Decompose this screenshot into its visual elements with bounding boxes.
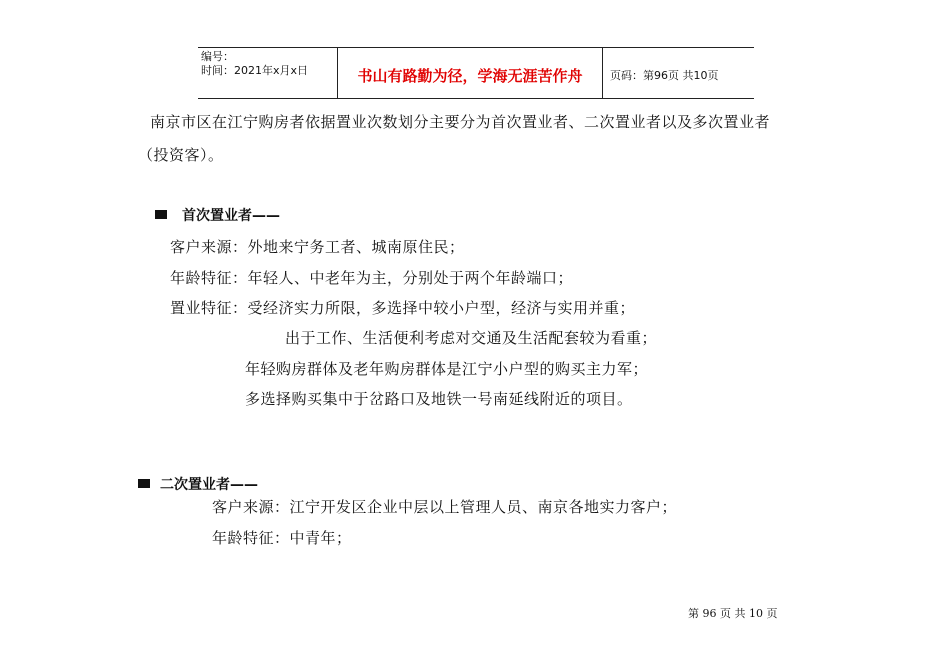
footer-page-number: 第 96 页 共 10 页: [688, 607, 778, 620]
header-number-label: 编号：: [201, 50, 234, 63]
intro-line-1: 南京市区在江宁购房者依据置业次数划分主要分为首次置业者、二次置业者以及多次置业者: [150, 113, 771, 131]
section1-line: 出于工作、生活便利考虑对交通及生活配套较为看重；: [285, 329, 658, 347]
section1-line: 多选择购买集中于岔路口及地铁一号南延线附近的项目。: [245, 390, 633, 408]
header-motto: 书山有路勤为径，学海无涯苦作舟: [337, 48, 603, 98]
section2-line: 年龄特征：中青年；: [212, 529, 352, 547]
square-bullet-icon: [138, 479, 150, 488]
section2-title-text: 二次置业者——: [160, 477, 258, 493]
section1-line: 年轻购房群体及老年购房群体是江宁小户型的购买主力军；: [245, 360, 649, 378]
square-bullet-icon: [155, 210, 167, 219]
section1-title: [155, 205, 280, 225]
section1-line: 客户来源：外地来宁务工者、城南原住民；: [170, 238, 465, 256]
section2-line: 客户来源：江宁开发区企业中层以上管理人员、南京各地实力客户；: [212, 498, 678, 516]
section1-title-text: 首次置业者——: [182, 208, 280, 224]
section2-title: [138, 474, 258, 494]
header-table: [198, 47, 754, 99]
section1-line: 年龄特征：年轻人、中老年为主，分别处于两个年龄端口；: [170, 269, 574, 287]
header-meta: [198, 48, 337, 98]
section1-line: 置业特征：受经济实力所限，多选择中较小户型，经济与实用并重；: [170, 299, 636, 317]
header-page-code: 页码：第96页 共10页: [610, 69, 719, 82]
intro-line-2: （投资客）。: [138, 146, 224, 164]
header-time: 时间：2021年x月x日: [201, 64, 309, 77]
